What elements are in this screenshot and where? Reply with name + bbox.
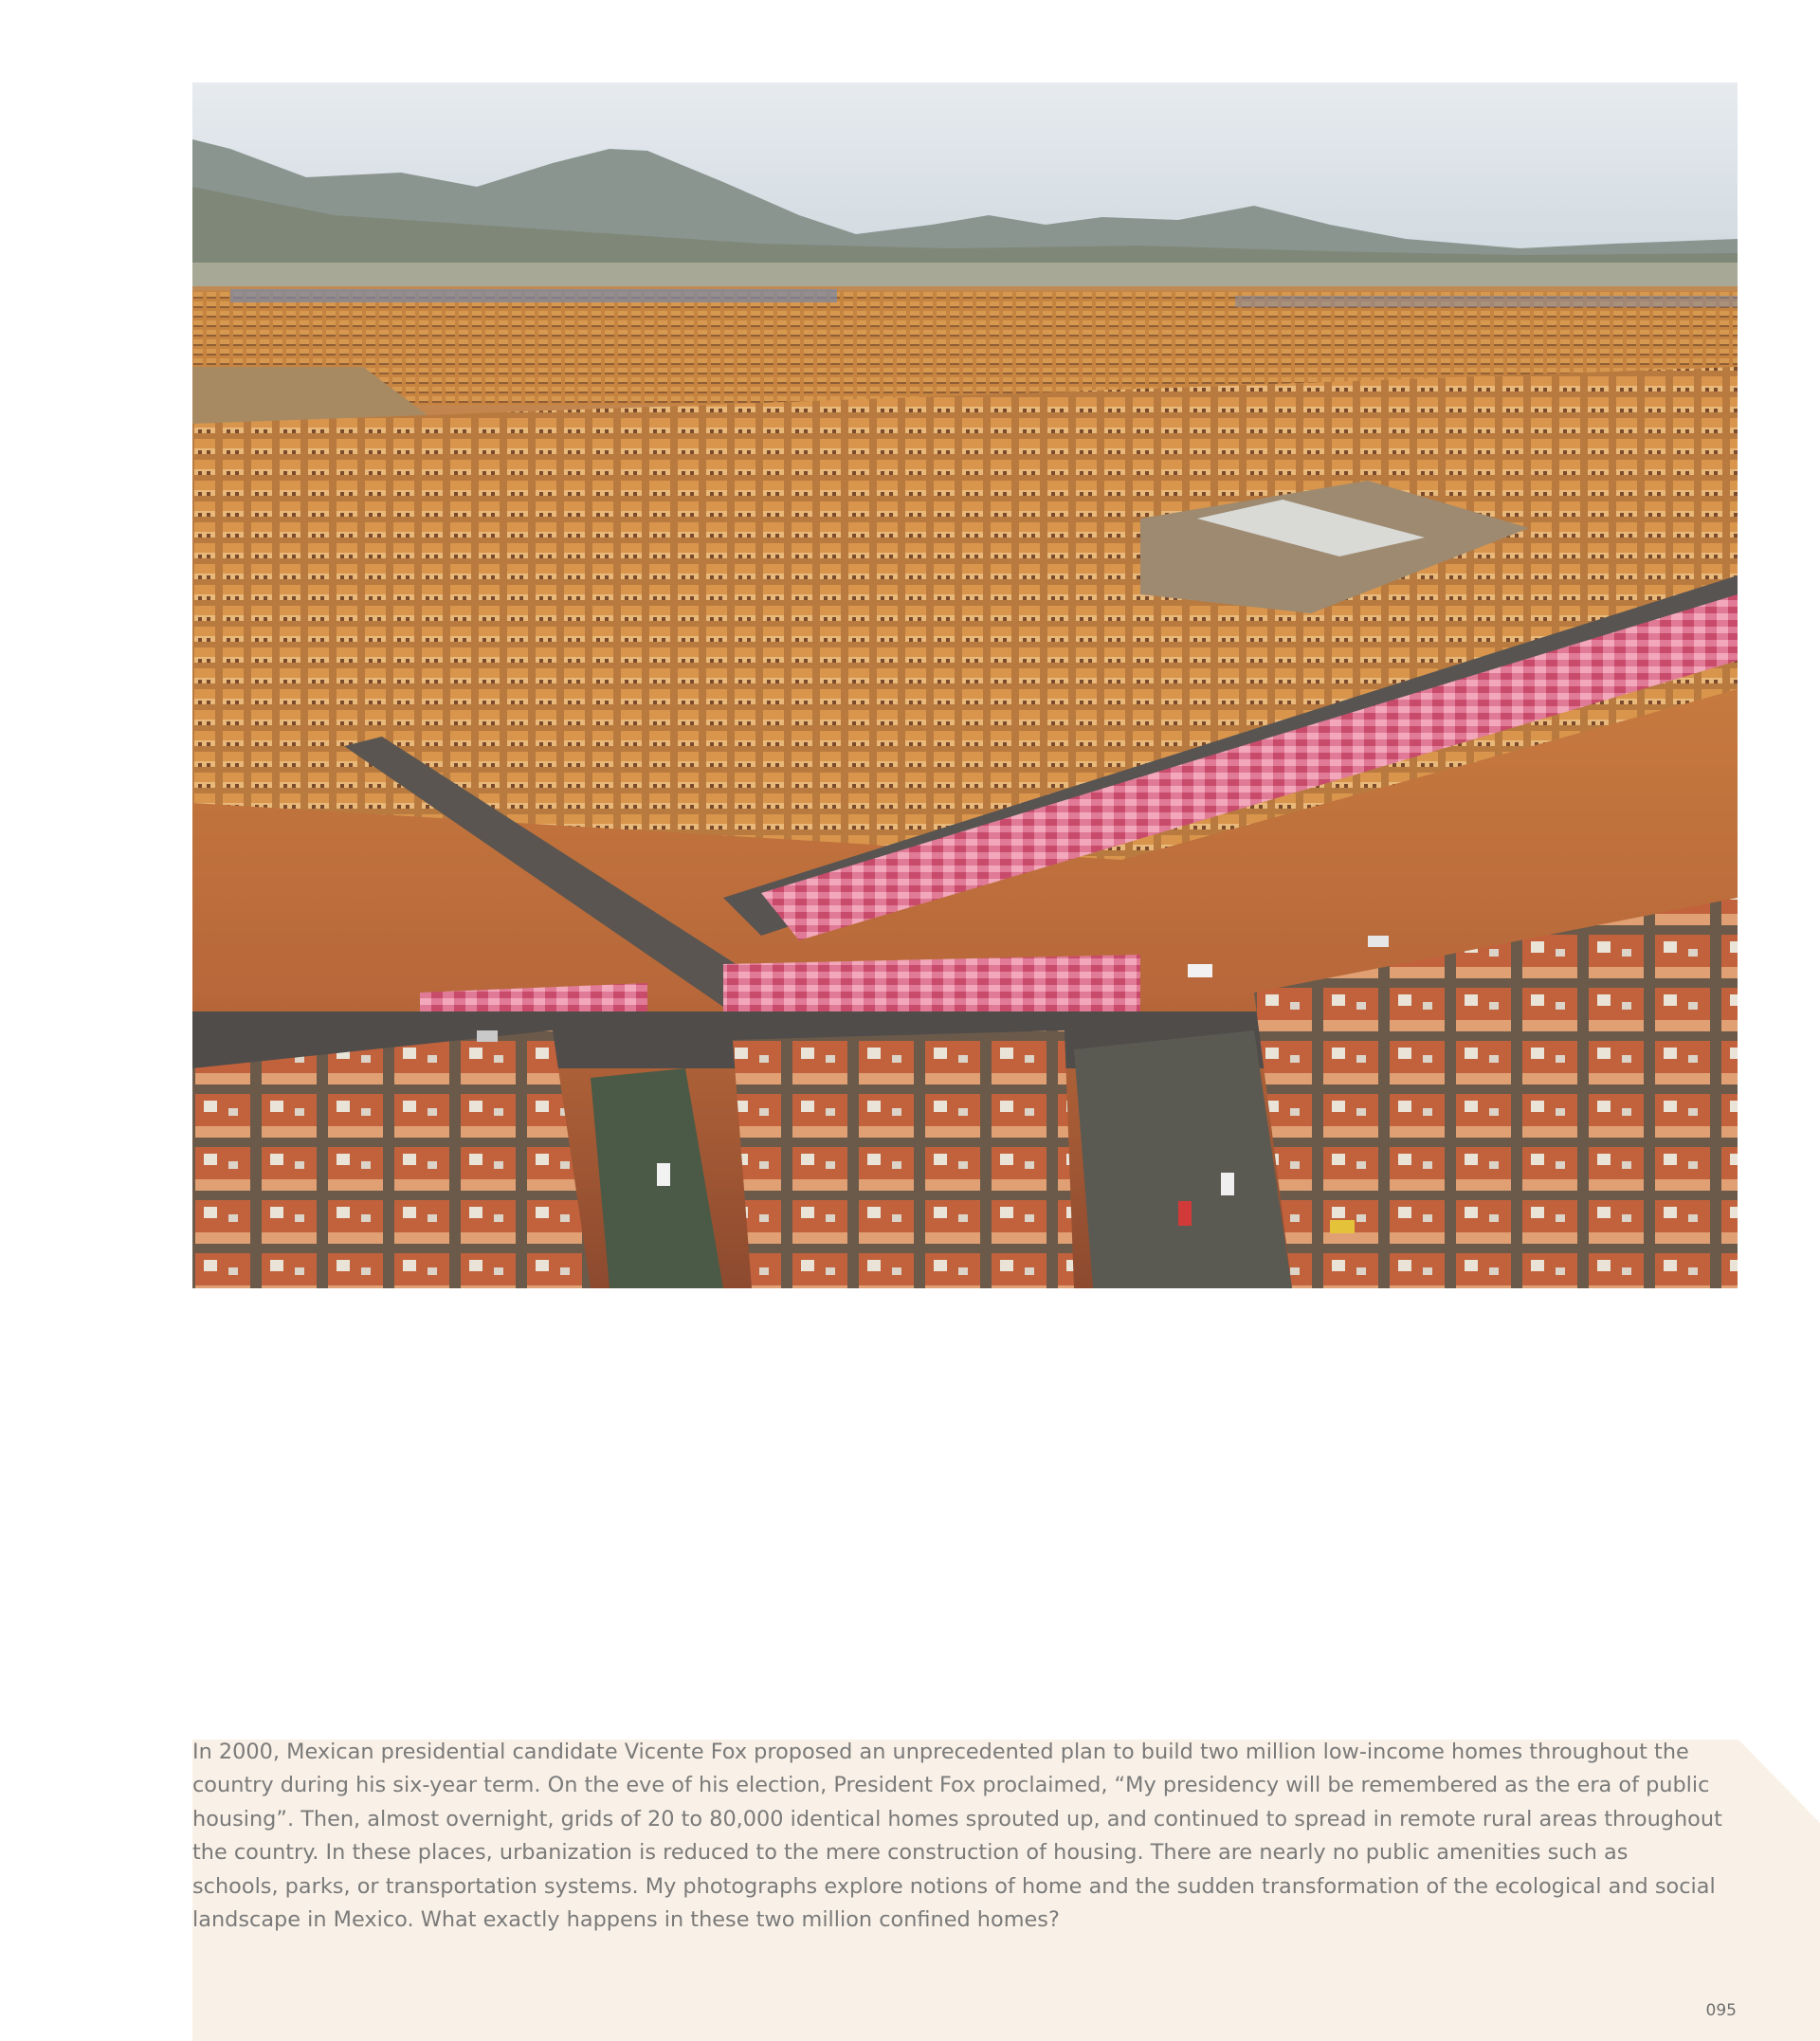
caption-line: landscape in Mexico. What exactly happens in these two million confined homes? — [192, 1907, 1060, 1933]
caption-line: the country. In these places, urbanization is reduced to the mere construction of housing. There are nearly no public amenities such as — [192, 1840, 1629, 1866]
caption-line: schools, parks, or transportation systems. My photographs explore notions of home and the sudden transformation of the ecological and social — [192, 1873, 1716, 1899]
caption-line: In 2000, Mexican presidential candidate Vicente Fox proposed an unprecedented plan to build two million low-income homes throughout the — [192, 1740, 1689, 1764]
caption-line: country during his six-year term. On the eve of his election, President Fox proclaimed, “My presidency will be remembered as the era of public — [192, 1773, 1710, 1798]
aerial-photo — [192, 82, 1738, 1288]
page-number: 095 — [1705, 2001, 1737, 2020]
caption-line: housing”. Then, almost overnight, grids of 20 to 80,000 identical homes sprouted up, and continued to spread in remote rural areas throughout — [192, 1806, 1722, 1831]
body-text — [192, 1736, 1747, 1937]
